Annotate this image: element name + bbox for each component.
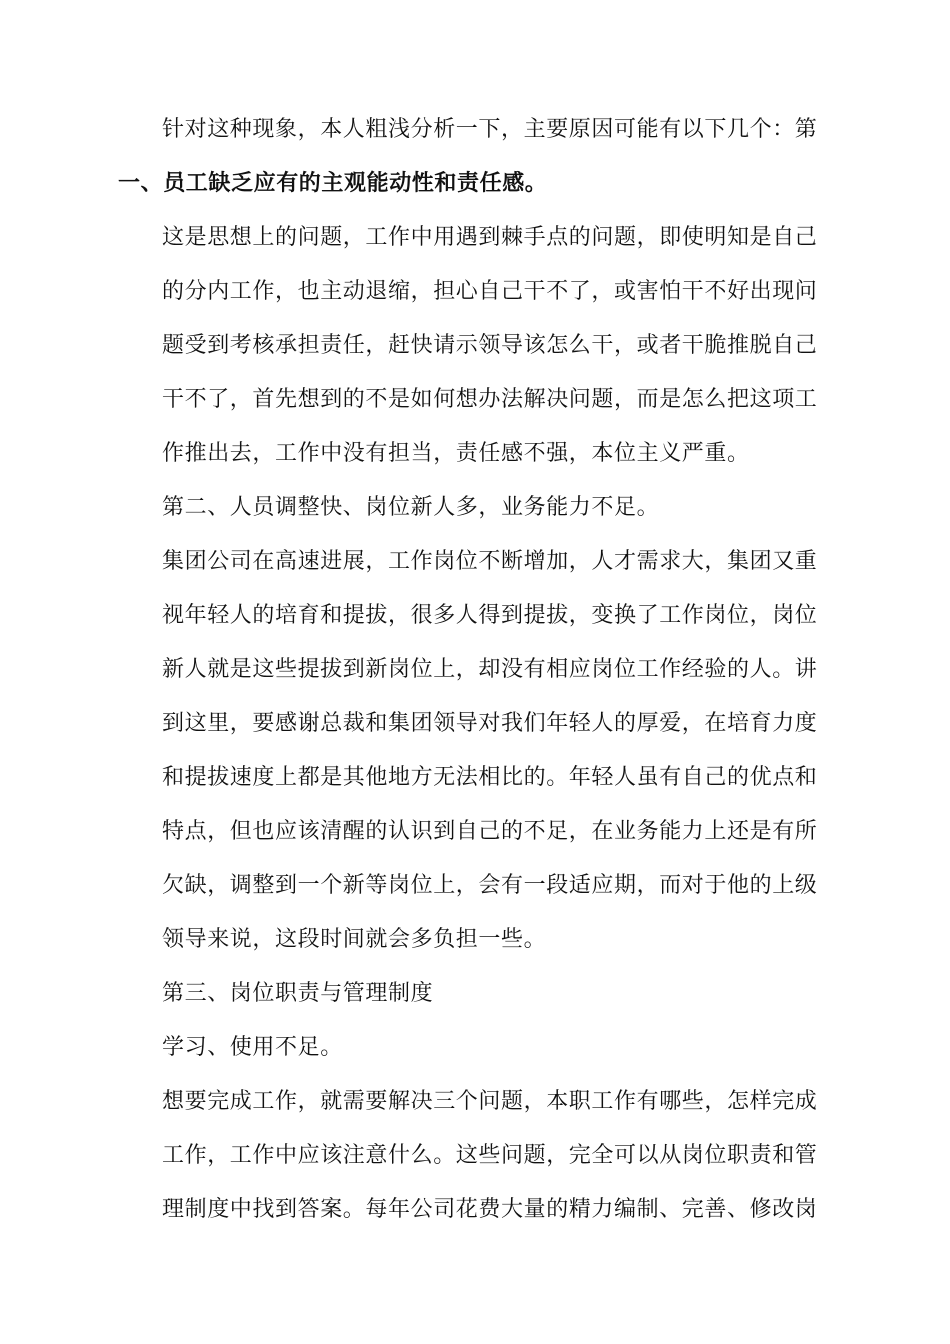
text-line: 第三、岗位职责与管理制度 bbox=[162, 981, 434, 1006]
text-line: 题受到考核承担责任，赶快请示领导该怎么干，或者干脆推脱自己 bbox=[162, 333, 818, 358]
text-line: 视年轻人的培育和提拔，很多人得到提拔，变换了工作岗位，岗位 bbox=[162, 603, 818, 628]
text-line: 集团公司在高速进展，工作岗位不断增加，人才需求大，集团又重 bbox=[162, 549, 818, 574]
text-line: 和提拔速度上都是其他地方无法相比的。年轻人虽有自己的优点和 bbox=[162, 765, 818, 790]
heading-line: 一、员工缺乏应有的主观能动性和责任感。 bbox=[118, 171, 548, 196]
text-line: 工作，工作中应该注意什么。这些问题，完全可以从岗位职责和管 bbox=[162, 1143, 818, 1168]
text-line: 针对这种现象，本人粗浅分析一下，主要原因可能有以下几个：第 bbox=[162, 117, 818, 142]
text-line: 第二、人员调整快、岗位新人多，业务能力不足。 bbox=[162, 495, 660, 520]
text-line: 领导来说，这段时间就会多负担一些。 bbox=[162, 927, 547, 952]
text-line: 理制度中找到答案。每年公司花费大量的精力编制、完善、修改岗 bbox=[162, 1197, 818, 1222]
text-line: 的分内工作，也主动退缩，担心自己干不了，或害怕干不好出现问 bbox=[162, 279, 818, 304]
text-line: 学习、使用不足。 bbox=[162, 1035, 343, 1060]
text-line: 特点，但也应该清醒的认识到自己的不足，在业务能力上还是有所 bbox=[162, 819, 818, 844]
text-line: 想要完成工作，就需要解决三个问题，本职工作有哪些，怎样完成 bbox=[162, 1089, 818, 1114]
text-line: 到这里，要感谢总裁和集团领导对我们年轻人的厚爱，在培育力度 bbox=[162, 711, 818, 736]
text-line: 作推出去，工作中没有担当，责任感不强，本位主义严重。 bbox=[162, 441, 750, 466]
text-line: 这是思想上的问题，工作中用遇到棘手点的问题，即使明知是自己 bbox=[162, 225, 818, 250]
text-line: 新人就是这些提拔到新岗位上，却没有相应岗位工作经验的人。讲 bbox=[162, 657, 818, 682]
text-line: 欠缺，调整到一个新等岗位上，会有一段适应期，而对于他的上级 bbox=[162, 873, 818, 898]
text-line: 干不了，首先想到的不是如何想办法解决问题，而是怎么把这项工 bbox=[162, 387, 818, 412]
